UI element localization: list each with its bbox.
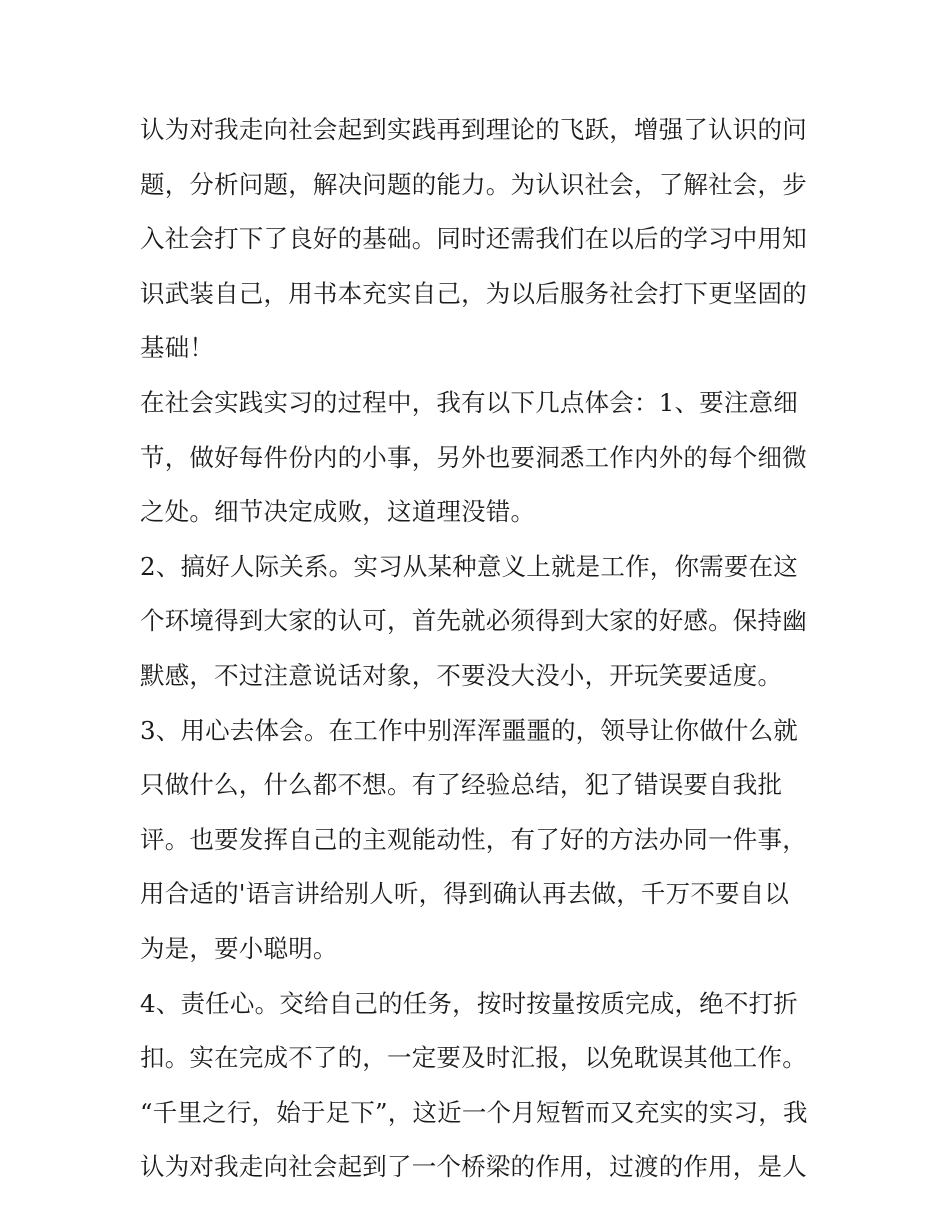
text-line: 评。也要发挥自己的主观能动性，有了好的方法办同一件事， (140, 824, 807, 854)
text-line: 默感，不过注意说话对象，不要没大没小，开玩笑要适度。 (140, 660, 783, 690)
text-line: 认为对我走向社会起到实践再到理论的飞跃，增强了认识的问 (140, 115, 807, 144)
text-line: 只做什么，什么都不想。有了经验总结，犯了错误要自我批 (140, 770, 783, 800)
text-line: 为是，要小聪明。 (140, 933, 338, 963)
text-line: 之处。细节决定成败，这道理没错。 (140, 497, 536, 527)
text-line: 题，分析问题，解决问题的能力。为认识社会，了解社会，步 (140, 169, 807, 199)
text-line: 扣。实在完成不了的，一定要及时汇报，以免耽误其他工作。 (140, 1043, 807, 1073)
text-line: 2、搞好人际关系。实习从某种意义上就是工作，你需要在这 (140, 551, 798, 581)
document-page (140, 103, 815, 1195)
text-line: 在社会实践实习的过程中，我有以下几点体会：1、要注意细 (140, 387, 798, 417)
text-line: 节，做好每件份内的小事，另外也要洞悉工作内外的每个细微 (140, 442, 807, 472)
text-line: 用合适的'语言讲给别人听，得到确认再去做，千万不要自以 (140, 879, 790, 909)
text-line: 个环境得到大家的认可，首先就必须得到大家的好感。保持幽 (140, 606, 807, 636)
text-line: 认为对我走向社会起到了一个桥梁的作用，过渡的作用，是人 (140, 1152, 807, 1182)
text-line: “千里之行，始于足下”，这近一个月短暂而又充实的实习，我 (140, 1097, 808, 1127)
text-line: 4、责任心。交给自己的任务，按时按量按质完成，绝不打折 (140, 988, 798, 1018)
text-line: 入社会打下了良好的基础。同时还需我们在以后的学习中用知 (140, 224, 807, 254)
text-line: 识武装自己，用书本充实自己，为以后服务社会打下更坚固的 (140, 278, 807, 308)
text-line: 3、用心去体会。在工作中别浑浑噩噩的，领导让你做什么就 (140, 715, 798, 745)
text-line: 基础！ (140, 333, 215, 363)
